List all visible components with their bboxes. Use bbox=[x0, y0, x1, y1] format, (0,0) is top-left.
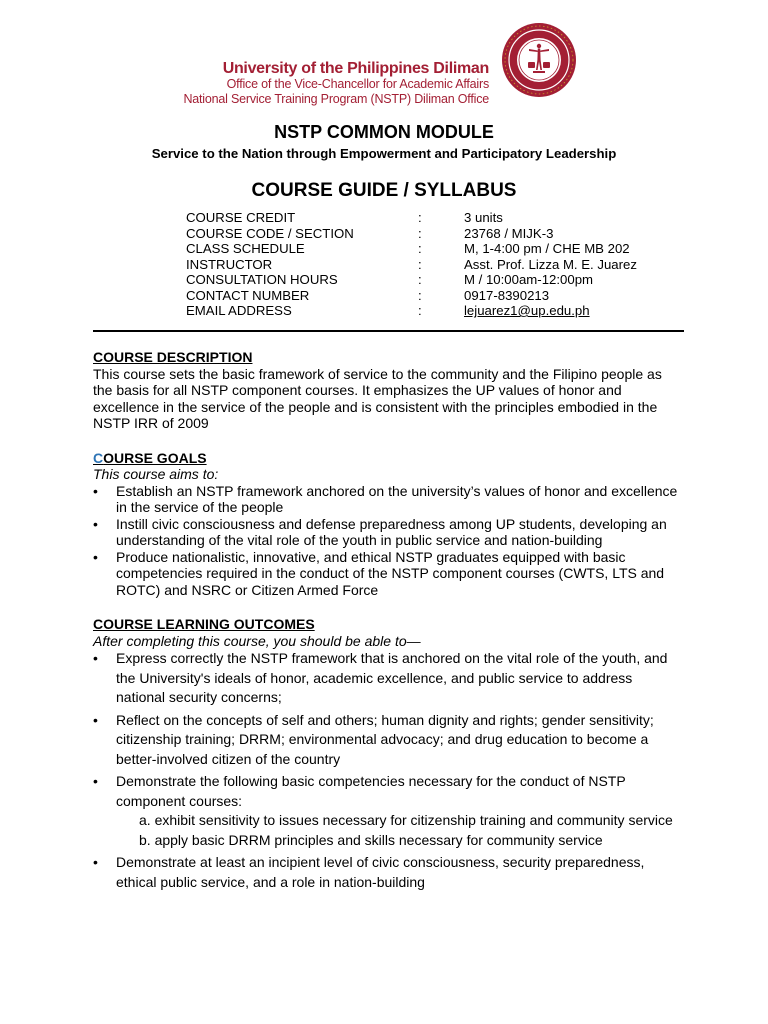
info-row-code bbox=[186, 226, 637, 242]
info-separator: : bbox=[418, 210, 422, 225]
info-separator: : bbox=[418, 272, 422, 287]
list-item-text: Reflect on the concepts of self and others; human dignity and rights; gender sensitivity; citizenship training; DRRM; environmental advocacy; and drug education to become a better-involved citizen of the country bbox=[116, 711, 654, 767]
bullet-icon: • bbox=[93, 854, 98, 870]
bullet-icon: • bbox=[93, 773, 98, 789]
learning-outcomes-heading: COURSE LEARNING OUTCOMES bbox=[93, 616, 315, 632]
list-item-text: Instill civic consciousness and defense preparedness among UP students, developing an understanding of the vital role of the youth in public service and nation-building bbox=[116, 515, 667, 548]
up-seal-icon bbox=[501, 22, 577, 98]
list-item bbox=[93, 516, 684, 549]
list-item bbox=[93, 853, 684, 892]
info-value: 23768 / MIJK-3 bbox=[464, 225, 554, 241]
letterhead-text bbox=[183, 60, 489, 107]
info-value: 3 units bbox=[464, 210, 503, 225]
course-info-table bbox=[186, 210, 637, 319]
info-separator: : bbox=[418, 303, 422, 318]
bullet-icon: • bbox=[93, 548, 98, 565]
learning-outcomes-list bbox=[93, 649, 684, 892]
info-label: EMAIL ADDRESS bbox=[186, 303, 292, 318]
bullet-icon: • bbox=[93, 482, 98, 499]
info-label: CONSULTATION HOURS bbox=[186, 272, 338, 287]
heading-rest: OURSE GOALS bbox=[103, 449, 207, 466]
module-title: NSTP COMMON MODULE bbox=[274, 122, 494, 142]
list-item bbox=[93, 649, 684, 708]
list-item-text: Establish an NSTP framework anchored on the university’s values of honor and excellence in the service of the people bbox=[116, 482, 678, 515]
learning-outcomes-intro: After completing this course, you should be able to— bbox=[93, 632, 421, 649]
info-label: INSTRUCTOR bbox=[186, 256, 273, 272]
bullet-icon: • bbox=[93, 515, 98, 532]
course-goals-heading bbox=[93, 450, 684, 467]
letterhead bbox=[0, 0, 768, 120]
info-value: 0917-8390213 bbox=[464, 287, 550, 303]
list-item-text: Produce nationalistic, innovative, and ethical NSTP graduates equipped with basic competencies required in the conduct of the NSTP component courses (CWTS, LTS and ROTC) and NSRC or Citizen Armed Force bbox=[116, 548, 665, 598]
university-name: University of the Philippines Diliman bbox=[222, 60, 489, 77]
info-row-contact bbox=[186, 288, 637, 304]
list-item bbox=[93, 772, 684, 850]
info-label: COURSE CREDIT bbox=[186, 210, 296, 225]
bullet-icon: • bbox=[93, 711, 98, 728]
heading-accent-letter: C bbox=[93, 449, 104, 466]
course-description-text: This course sets the basic framework of service to the community and the Filipino people as the basis for all NSTP component courses. It emphasizes the UP values of honor and excellence in the service of the people and is consistent with the principles embodied in the NSTP IRR of 2009 bbox=[93, 365, 662, 431]
info-label: CLASS SCHEDULE bbox=[186, 241, 305, 256]
info-value: M, 1-4:00 pm / CHE MB 202 bbox=[464, 241, 630, 256]
info-row-credit bbox=[186, 210, 637, 226]
list-item bbox=[93, 483, 684, 516]
info-label: COURSE CODE / SECTION bbox=[186, 225, 354, 241]
sub-item: b. apply basic DRRM principles and skills necessary for community service bbox=[139, 831, 603, 848]
bullet-icon: • bbox=[93, 650, 98, 666]
list-item-text: Demonstrate the following basic competencies necessary for the conduct of NSTP component courses: bbox=[116, 773, 626, 809]
course-goals-list bbox=[93, 483, 684, 599]
course-goals-intro: This course aims to: bbox=[93, 466, 219, 482]
info-label: CONTACT NUMBER bbox=[186, 287, 310, 303]
syllabus-body bbox=[93, 349, 684, 895]
list-item-text: Demonstrate at least an incipient level of civic consciousness, security preparedness, ethical public service, and a role in nation-building bbox=[116, 854, 645, 890]
sub-item: a. exhibit sensitivity to issues necessary for citizenship training and community service bbox=[139, 812, 673, 828]
email-link[interactable]: lejuarez1@up.edu.ph bbox=[464, 303, 590, 318]
program-name: National Service Training Program (NSTP) Diliman Office bbox=[183, 92, 489, 106]
course-description-heading: COURSE DESCRIPTION bbox=[93, 349, 253, 365]
list-item-text: Express correctly the NSTP framework that is anchored on the vital role of the youth, and the University's ideals of honor, academic excellence, and public service to address national security concerns; bbox=[116, 650, 668, 705]
divider bbox=[93, 330, 684, 332]
list-item bbox=[93, 549, 684, 599]
syllabus-title: COURSE GUIDE / SYLLABUS bbox=[251, 180, 517, 201]
title-block bbox=[0, 121, 768, 202]
info-row-email bbox=[186, 303, 637, 319]
info-separator: : bbox=[418, 256, 422, 272]
module-subtitle: Service to the Nation through Empowerment and Participatory Leadership bbox=[151, 146, 617, 161]
info-value: M / 10:00am-12:00pm bbox=[464, 272, 594, 287]
list-item bbox=[93, 711, 684, 770]
info-value: Asst. Prof. Lizza M. E. Juarez bbox=[464, 256, 637, 272]
info-separator: : bbox=[418, 287, 422, 303]
info-row-instructor bbox=[186, 257, 637, 273]
info-separator: : bbox=[418, 241, 422, 256]
info-row-schedule bbox=[186, 241, 637, 257]
info-separator: : bbox=[418, 225, 422, 241]
office-name: Office of the Vice-Chancellor for Academic Affairs bbox=[226, 77, 489, 91]
info-row-consultation bbox=[186, 272, 637, 288]
